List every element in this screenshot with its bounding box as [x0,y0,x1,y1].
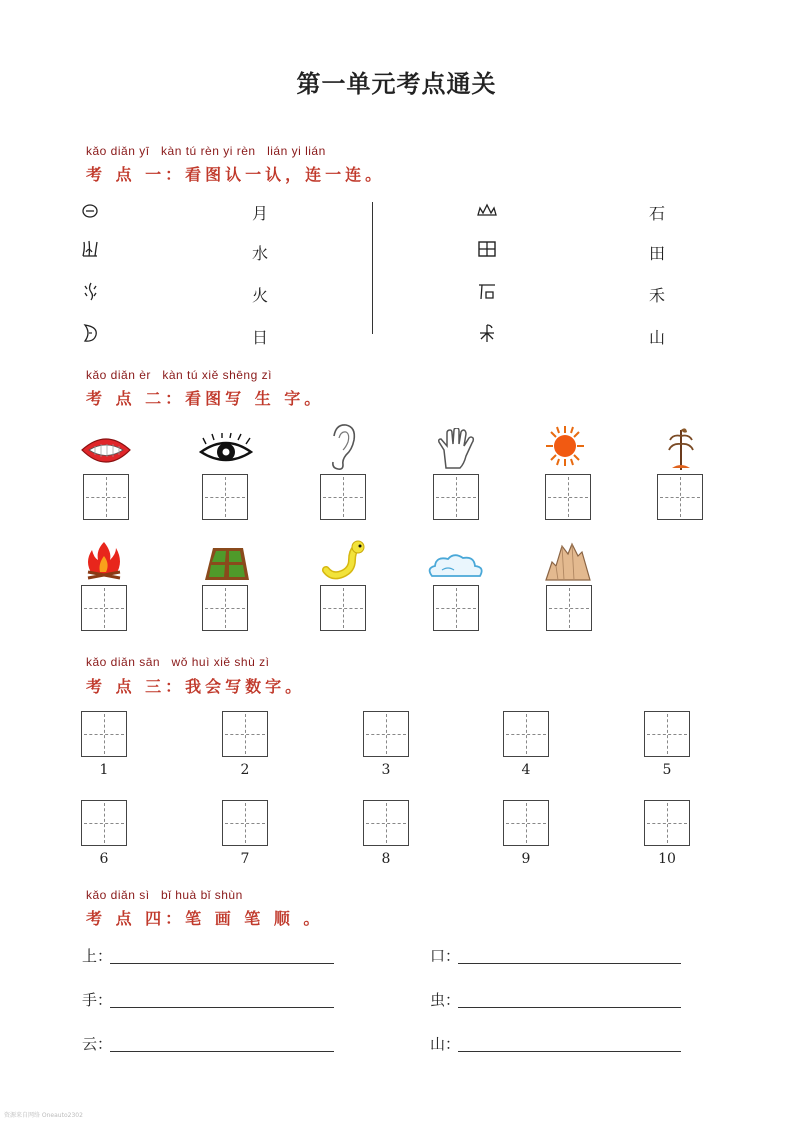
right-char[interactable]: 田 [649,244,666,263]
number-label: 1 [99,762,109,778]
worm-icon [322,540,366,582]
section4-heading: 考 点 四：笔 画 笔 顺 。 [86,909,324,928]
number-grid[interactable] [81,711,127,757]
oracle-field-icon[interactable] [476,238,498,260]
number-label: 7 [240,851,250,867]
right-char[interactable]: 石 [649,204,666,223]
oracle-grain-icon[interactable] [476,322,498,344]
oracle-water-icon[interactable] [80,280,102,302]
writing-grid[interactable] [202,474,248,520]
stroke-answer-line[interactable] [110,1007,334,1008]
number-grid[interactable] [503,800,549,846]
oracle-sun-icon[interactable] [80,200,102,222]
oracle-mountain-icon[interactable] [476,200,498,222]
stroke-label: 山： [430,1035,461,1053]
number-label: 3 [381,762,391,778]
number-label: 4 [521,762,531,778]
mountain-icon [544,540,592,582]
number-grid[interactable] [363,800,409,846]
eye-icon [198,432,254,470]
writing-grid[interactable] [545,474,591,520]
section2-pinyin: kǎo diǎn èr kàn tú xiě shēng zì [86,368,272,382]
stroke-answer-line[interactable] [458,1007,681,1008]
writing-grid[interactable] [320,474,366,520]
stroke-answer-line[interactable] [458,1051,681,1052]
number-label: 10 [658,851,676,867]
stroke-label: 口： [430,947,461,965]
writing-grid[interactable] [81,585,127,631]
section2-heading: 考 点 二：看图写 生 字。 [86,389,325,408]
fire-icon [84,538,124,582]
number-label: 9 [521,851,531,867]
section1-heading: 考 点 一：看图认一认，连一连。 [86,165,386,184]
stroke-label: 上： [82,947,113,965]
hand-icon [436,428,478,472]
number-grid[interactable] [81,800,127,846]
section3-pinyin: kǎo diǎn sān wǒ huì xiě shù zì [86,655,270,669]
writing-grid[interactable] [433,585,479,631]
number-grid[interactable] [222,800,268,846]
grain-icon [664,424,698,472]
number-grid[interactable] [503,711,549,757]
number-grid[interactable] [644,800,690,846]
right-char[interactable]: 山 [649,328,666,347]
watermark-text: 资源来自网络 Oneauto2302 [4,1112,83,1119]
left-char[interactable]: 月 [252,204,269,223]
number-grid[interactable] [363,711,409,757]
number-grid[interactable] [644,711,690,757]
column-divider [372,202,373,334]
page-title: 第一单元考点通关 [296,69,497,98]
left-char[interactable]: 水 [252,244,269,263]
stroke-label: 云： [82,1035,113,1053]
number-grid[interactable] [222,711,268,757]
mouth-icon [80,430,132,472]
writing-grid[interactable] [83,474,129,520]
right-char[interactable]: 禾 [649,286,666,305]
writing-grid[interactable] [202,585,248,631]
oracle-moon-icon[interactable] [80,322,102,344]
writing-grid[interactable] [546,585,592,631]
section3-heading: 考 点 三：我会写数字。 [86,677,306,696]
section1-pinyin: kǎo diǎn yī kàn tú rèn yi rèn lián yi lián [86,144,326,158]
stroke-answer-line[interactable] [110,963,334,964]
field-icon [203,546,251,582]
writing-grid[interactable] [657,474,703,520]
number-label: 6 [99,851,109,867]
sun-icon [544,424,586,468]
oracle-stone-icon[interactable] [476,280,498,302]
section4-pinyin: kǎo diǎn sì bǐ huà bǐ shùn [86,888,243,902]
stroke-label: 虫： [430,991,461,1009]
writing-grid[interactable] [433,474,479,520]
writing-grid[interactable] [320,585,366,631]
number-label: 5 [662,762,672,778]
left-char[interactable]: 火 [252,286,269,305]
number-label: 8 [381,851,391,867]
stroke-answer-line[interactable] [110,1051,334,1052]
ear-icon [328,422,358,472]
stroke-label: 手： [82,991,113,1009]
stroke-answer-line[interactable] [458,963,681,964]
oracle-fire-icon[interactable] [80,238,102,260]
left-char[interactable]: 日 [252,328,269,347]
cloud-icon [426,552,486,582]
number-label: 2 [240,762,250,778]
